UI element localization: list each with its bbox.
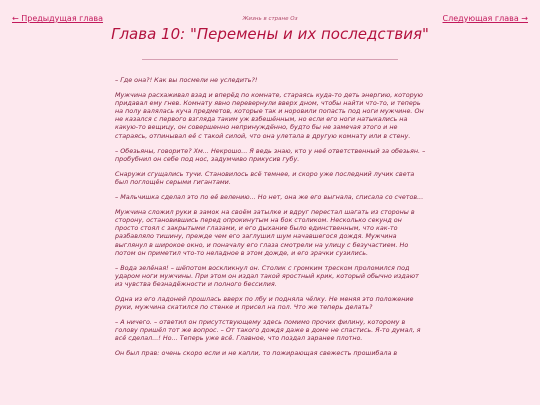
paragraph: Он был прав: очень скоро если и не капли, то пожирающая свежесть прошибала в — [115, 349, 398, 358]
paragraph: Мужчина расхаживал взад и вперёд по комнате, стараясь куда-то деть энергию, которую придавал ему гнев. Комнату явно перевернули вверх дном, чтобы найти что-то, и теперь на полу валялась куча предметов, которые так и норовили попасть под ноги мужчине. Он не казался с первого взгляда таким уж взбешённым, но если его ноги натыкались на какую-то вещицу, он совершенно непринуждённо, будто бы не замечая этого и не стараясь, отпинывал её с такой силой, что она улетала в другую комнату или в стену. — [115, 91, 424, 140]
paragraph: Мужчина сложил руки в замок на своём затылке и вдруг перестал шагать из стороны в сторону, остановившись перед опрокинутым на бок столиком. Несколько секунд он просто стоял с закрытыми глазами, и его дыхание было единственным, что как-то разбавляло тишину, прежде чем его заглушил шум начавшегося дождя. Мужчина выглянул в широкое окно, и поначалу его глаза смотрели на улицу с безучастием. Но потом он приметил что-то неладное в этом дожде, и его зрачки сузились. — [115, 208, 415, 257]
paragraph: Одна из его ладоней прошлась вверх по лбу и подняла чёлку. Не меняя это положение руки, мужчина скатился по стенке и присел на пол. Что же теперь делать? — [115, 294, 414, 312]
title-divider — [142, 59, 398, 60]
paragraph: – Вода зелёная! – шёпотом воскликнул он. Столик с громким треском проломился под ударом ноги мужчины. При этом он издал такой яростный крик, который обычно издают из чувства безнадёжности и полного бессилия. — [115, 263, 419, 288]
chapter-title: Глава 10: "Перемены и их последствия" — [111, 25, 429, 43]
paragraph: – А ничего. – ответил он присутствующему здесь помимо прочих филину, которому в голову пришёл тот же вопрос. – От такого дождя даже в доме не спастись. Я-то думал, я всё сделал...! Но... Теперь уже всё. Главное, что поздал заранее плотно. — [115, 318, 421, 343]
paragraph: – Где она?! Как вы посмели не уследить?! — [115, 76, 258, 84]
next-chapter-link[interactable]: Следующая глава → — [442, 14, 528, 23]
paragraph: – Мальчишка сделал это по её велению... Но нет, она же его выгнала, списала со счетов... — [115, 193, 424, 202]
prev-chapter-link[interactable]: ← Предыдущая глава — [12, 14, 104, 23]
paragraph: – Обезьяны, говорите? Хм... Некрошо... Я ведь знаю, кто у неё ответственный за обезьян. – пробубнил он себе под нос, задумчиво прикусив губу. — [115, 146, 426, 163]
site-title: Жизнь в стране Оз — [242, 16, 298, 22]
paragraph: Снаружи сгущались тучи. Становилось всё темнее, и скоро уже последний лучик света был поглощён серыми гигантами. — [115, 169, 415, 186]
chapter-text — [115, 76, 426, 365]
